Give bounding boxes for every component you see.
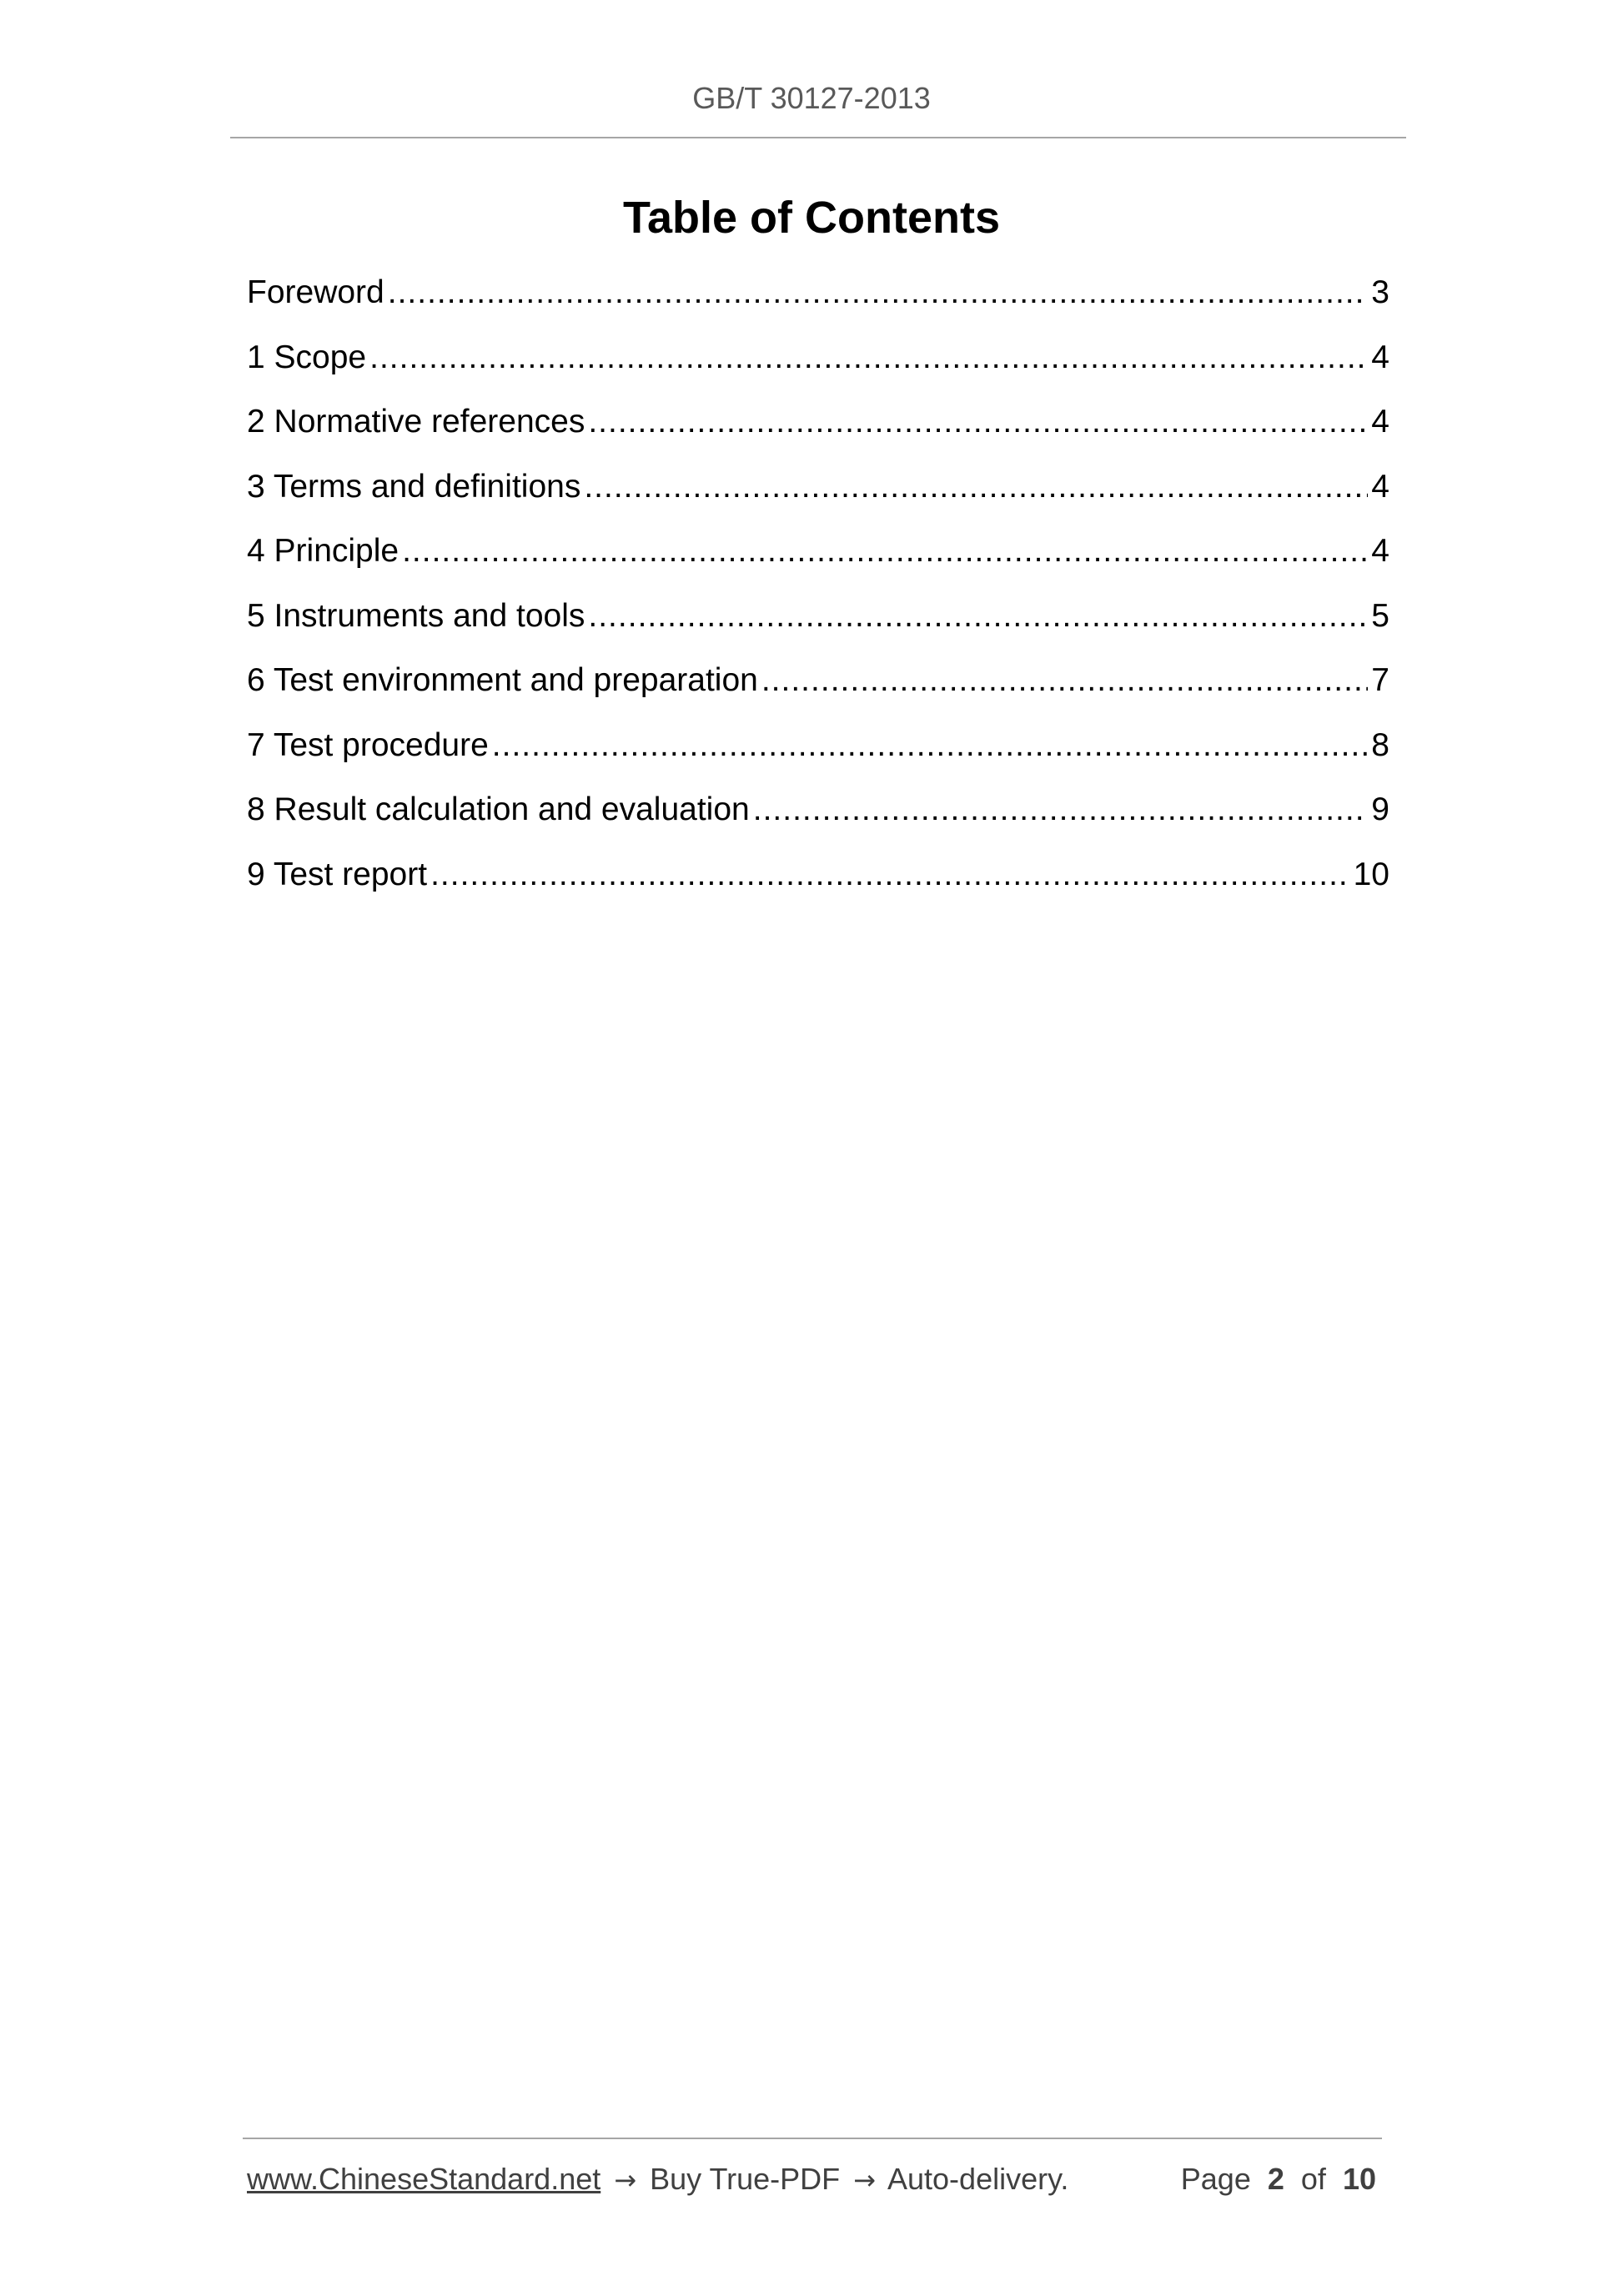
toc-entry-label: 8 Result calculation and evaluation xyxy=(247,791,750,827)
arrow-right-icon: → xyxy=(614,2164,637,2196)
toc-entry-page: 8 xyxy=(1371,726,1389,763)
toc-entry-scope[interactable] xyxy=(247,335,1389,400)
toc-entry-page: 4 xyxy=(1371,533,1389,569)
arrow-right-icon: → xyxy=(853,2164,876,2196)
document-code: GB/T 30127-2013 xyxy=(692,81,931,115)
footer-divider xyxy=(243,2138,1382,2139)
of-word: of xyxy=(1300,2162,1326,2196)
toc-entry-principle[interactable] xyxy=(247,529,1389,594)
toc-dot-leader xyxy=(388,270,1369,315)
toc-entry-page: 10 xyxy=(1353,856,1389,892)
toc-dot-leader xyxy=(753,787,1369,832)
page-footer xyxy=(247,2159,1381,2199)
current-page-number: 2 xyxy=(1267,2162,1284,2196)
footer-step-buy: Buy True-PDF xyxy=(650,2162,841,2196)
toc-entry-page: 4 xyxy=(1371,404,1389,440)
toc-entry-result-calculation[interactable] xyxy=(247,787,1389,852)
toc-entry-page: 4 xyxy=(1371,339,1389,375)
toc-dot-leader xyxy=(584,465,1368,510)
toc-entry-label: 4 Principle xyxy=(247,533,399,569)
toc-entry-label: 5 Instruments and tools xyxy=(247,597,585,634)
toc-dot-leader xyxy=(492,723,1369,768)
toc-entry-label: 6 Test environment and preparation xyxy=(247,662,758,698)
footer-step-delivery: Auto-delivery. xyxy=(887,2162,1069,2196)
toc-entry-test-procedure[interactable] xyxy=(247,723,1389,788)
toc-dot-leader xyxy=(761,658,1368,703)
total-pages-number: 10 xyxy=(1342,2162,1376,2196)
toc-entry-foreword[interactable] xyxy=(247,270,1389,335)
running-header xyxy=(0,80,1623,117)
website-link[interactable]: www.ChineseStandard.net xyxy=(247,2162,601,2196)
toc-dot-leader xyxy=(402,529,1368,574)
toc-entry-label: 3 Terms and definitions xyxy=(247,468,581,505)
toc-entry-page: 9 xyxy=(1371,791,1389,827)
footer-promo xyxy=(247,2159,1068,2200)
toc-entry-page: 3 xyxy=(1371,274,1389,310)
toc-title: Table of Contents xyxy=(623,193,1000,243)
toc-entry-page: 4 xyxy=(1371,468,1389,505)
header-divider xyxy=(230,137,1406,138)
toc-entry-instruments-and-tools[interactable] xyxy=(247,594,1389,659)
toc-dot-leader xyxy=(430,852,1350,897)
toc-entry-label: 2 Normative references xyxy=(247,404,585,440)
toc-entry-test-environment[interactable] xyxy=(247,658,1389,723)
page-word: Page xyxy=(1180,2162,1251,2196)
toc-entry-normative-references[interactable] xyxy=(247,399,1389,465)
toc-entry-label: 1 Scope xyxy=(247,339,367,375)
toc-dot-leader xyxy=(588,399,1368,445)
toc-list xyxy=(247,270,1389,917)
toc-entry-page: 7 xyxy=(1371,662,1389,698)
toc-entry-test-report[interactable] xyxy=(247,852,1389,917)
toc-entry-label: Foreword xyxy=(247,274,384,310)
toc-entry-page: 5 xyxy=(1371,597,1389,634)
toc-dot-leader xyxy=(588,594,1368,639)
toc-entry-terms-and-definitions[interactable] xyxy=(247,465,1389,530)
page-number xyxy=(1181,2159,1376,2199)
toc-dot-leader xyxy=(369,335,1368,380)
toc-entry-label: 7 Test procedure xyxy=(247,726,489,763)
toc-entry-label: 9 Test report xyxy=(247,856,428,892)
